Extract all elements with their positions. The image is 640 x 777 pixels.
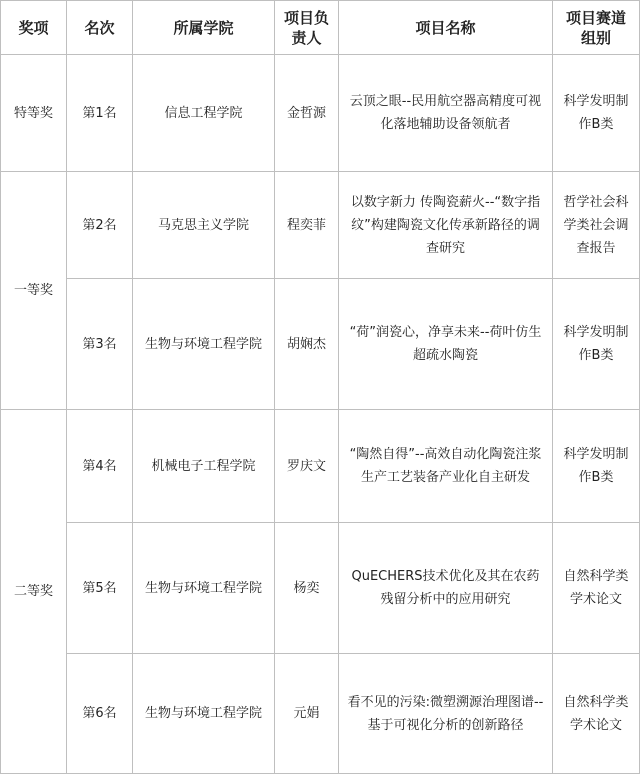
track-cell: 科学发明制作B类 <box>553 410 640 523</box>
college-cell: 生物与环境工程学院 <box>133 523 275 654</box>
header-college: 所属学院 <box>133 1 275 55</box>
rank-cell: 第1名 <box>67 55 133 172</box>
header-row <box>1 1 640 55</box>
project-cell: “荷”润瓷心，净享未来--荷叶仿生超疏水陶瓷 <box>339 279 553 410</box>
header-track: 项目赛道组别 <box>553 1 640 55</box>
rank-cell: 第4名 <box>67 410 133 523</box>
track-cell: 哲学社会科学类社会调查报告 <box>553 172 640 279</box>
track-cell: 科学发明制作B类 <box>553 279 640 410</box>
rank-cell: 第6名 <box>67 654 133 774</box>
track-cell: 科学发明制作B类 <box>553 55 640 172</box>
leader-cell: 元娟 <box>275 654 339 774</box>
project-cell: 以数字新力 传陶瓷薪火--“数字指纹”构建陶瓷文化传承新路径的调查研究 <box>339 172 553 279</box>
table-row <box>1 654 640 774</box>
rank-cell: 第5名 <box>67 523 133 654</box>
college-cell: 信息工程学院 <box>133 55 275 172</box>
table-row <box>1 523 640 654</box>
leader-cell: 胡娴杰 <box>275 279 339 410</box>
project-cell: “陶然自得”--高效自动化陶瓷注浆生产工艺装备产业化自主研发 <box>339 410 553 523</box>
college-cell: 生物与环境工程学院 <box>133 654 275 774</box>
header-rank: 名次 <box>67 1 133 55</box>
table-row <box>1 410 640 523</box>
award-special: 特等奖 <box>1 55 67 172</box>
leader-cell: 程奕菲 <box>275 172 339 279</box>
leader-cell: 金哲源 <box>275 55 339 172</box>
project-cell: QuECHERS技术优化及其在农药残留分析中的应用研究 <box>339 523 553 654</box>
award-first: 一等奖 <box>1 172 67 410</box>
college-cell: 机械电子工程学院 <box>133 410 275 523</box>
award-second: 二等奖 <box>1 410 67 774</box>
leader-cell: 罗庆文 <box>275 410 339 523</box>
project-cell: 看不见的污染:微塑溯源治理图谱--基于可视化分析的创新路径 <box>339 654 553 774</box>
rank-cell: 第3名 <box>67 279 133 410</box>
header-leader: 项目负责人 <box>275 1 339 55</box>
table-row <box>1 279 640 410</box>
college-cell: 马克思主义学院 <box>133 172 275 279</box>
project-cell: 云顶之眼--民用航空器高精度可视化落地辅助设备领航者 <box>339 55 553 172</box>
track-cell: 自然科学类学术论文 <box>553 523 640 654</box>
track-cell: 自然科学类学术论文 <box>553 654 640 774</box>
rank-cell: 第2名 <box>67 172 133 279</box>
header-project: 项目名称 <box>339 1 553 55</box>
leader-cell: 杨奕 <box>275 523 339 654</box>
table-row <box>1 172 640 279</box>
college-cell: 生物与环境工程学院 <box>133 279 275 410</box>
header-award: 奖项 <box>1 1 67 55</box>
table-row <box>1 55 640 172</box>
